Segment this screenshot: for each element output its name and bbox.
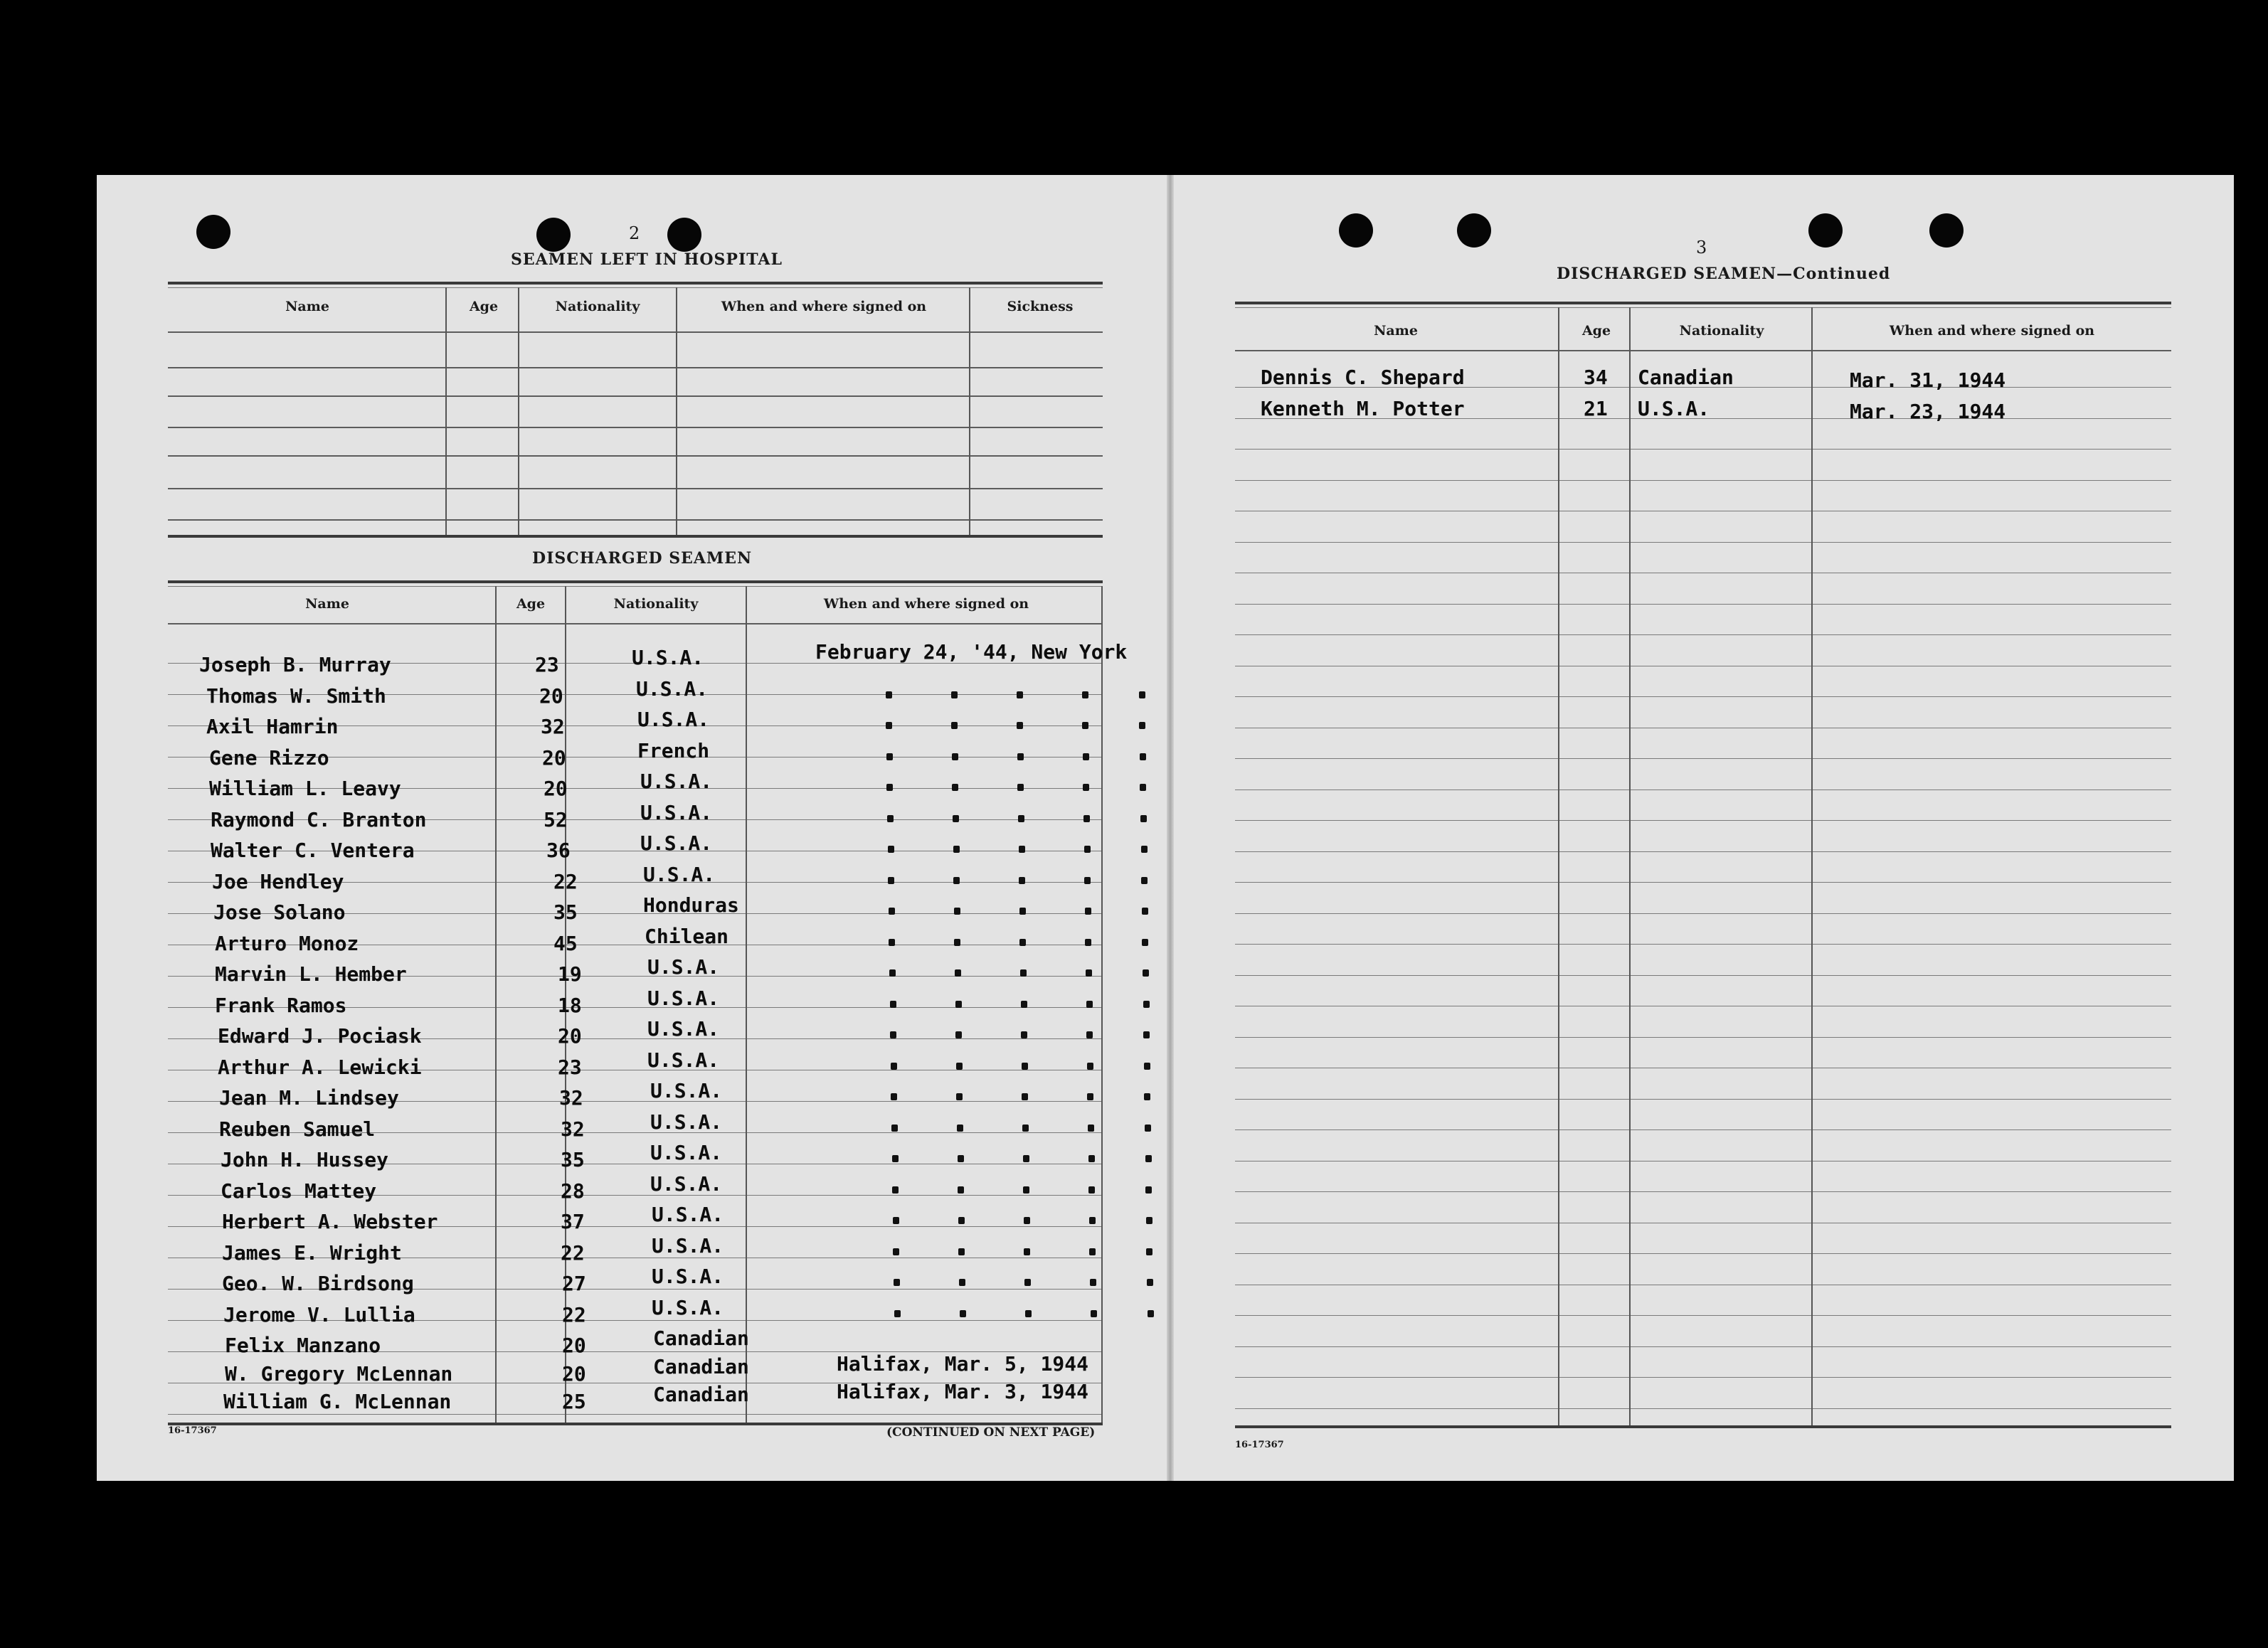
- right-row-line: [1235, 1099, 2171, 1100]
- ditto-mark: [1145, 1155, 1152, 1162]
- ditto-mark: [893, 1217, 899, 1224]
- punch-hole: [196, 215, 230, 249]
- discharged-nationality: U.S.A.: [647, 986, 720, 1010]
- ditto-mark: [1017, 691, 1023, 698]
- right-row-line: [1235, 882, 2171, 883]
- punch-hole: [1929, 213, 1964, 248]
- ditto-mark: [890, 1031, 896, 1038]
- discharged-age: 35: [561, 1148, 585, 1171]
- discharged-name: Joe Hendley: [212, 869, 344, 893]
- ditto-mark: [888, 877, 894, 884]
- right-row-line: [1235, 604, 2171, 605]
- right-age: 34: [1584, 366, 1608, 389]
- discharged-nationality: U.S.A.: [652, 1295, 724, 1319]
- right-row-line: [1235, 1191, 2171, 1192]
- discharged-nationality: U.S.A.: [650, 1079, 723, 1102]
- discharged-age: 20: [558, 1024, 582, 1048]
- right-row-line: [1235, 1315, 2171, 1316]
- discharged-name: Marvin L. Hember: [215, 962, 407, 986]
- ditto-mark: [1024, 1217, 1030, 1224]
- ditto-mark: [1024, 1279, 1031, 1286]
- hospital-bottom-rule: [168, 535, 1103, 538]
- ditto-mark: [1143, 1001, 1150, 1008]
- discharged-age: 45: [553, 931, 578, 955]
- ditto-mark: [1140, 815, 1147, 822]
- ditto-mark: [887, 815, 894, 822]
- ditto-mark: [886, 691, 892, 698]
- hospital-col-name: Name: [285, 299, 329, 314]
- ditto-mark: [1142, 939, 1148, 946]
- discharged-nationality: U.S.A.: [650, 1110, 723, 1134]
- discharged-age: 20: [542, 745, 566, 770]
- ditto-mark: [1145, 1125, 1151, 1132]
- ditto-mark: [951, 691, 958, 698]
- right-row-line: [1235, 542, 2171, 543]
- discharged-top-rule: [168, 580, 1103, 583]
- right-row-line: [1235, 634, 2171, 635]
- left-page-number: 2: [629, 223, 640, 243]
- discharged-name: Frank Ramos: [215, 993, 347, 1017]
- ditto-mark: [956, 1063, 963, 1070]
- ditto-mark: [1085, 908, 1091, 915]
- right-col-name: Name: [1374, 323, 1418, 339]
- ditto-mark: [1146, 1248, 1152, 1255]
- discharged-nationality: French: [637, 738, 710, 762]
- discharged-nationality: Honduras: [643, 893, 739, 917]
- ditto-mark: [893, 1248, 899, 1255]
- ditto-mark: [889, 908, 895, 915]
- discharged-signed-on: Halifax, Mar. 3, 1944: [837, 1380, 1089, 1403]
- discharged-nationality: Chilean: [645, 924, 729, 948]
- right-row-line: [1235, 758, 2171, 759]
- discharged-nationality: Canadian: [653, 1354, 749, 1378]
- discharged-age: 23: [558, 1055, 582, 1079]
- discharged-age: 35: [553, 900, 578, 924]
- right-col-signed-on: When and where signed on: [1889, 323, 2095, 339]
- right-section-title: DISCHARGED SEAMEN—Continued: [1557, 265, 1891, 283]
- hospital-top-rule: [168, 287, 1103, 288]
- ditto-mark: [1088, 1186, 1095, 1194]
- discharged-col-name: Name: [305, 596, 349, 612]
- discharged-section-title: DISCHARGED SEAMEN: [532, 549, 753, 568]
- ditto-mark: [958, 1186, 964, 1194]
- ditto-mark: [1023, 1155, 1029, 1162]
- punch-hole: [1457, 213, 1491, 248]
- discharged-nationality: Canadian: [653, 1383, 749, 1406]
- ditto-mark: [1085, 939, 1091, 946]
- discharged-nationality: U.S.A.: [640, 831, 713, 855]
- ditto-mark: [1141, 846, 1148, 853]
- hospital-row-line: [168, 519, 1103, 521]
- ditto-mark: [1090, 1279, 1096, 1286]
- discharged-age: 27: [562, 1272, 586, 1295]
- hospital-row-line: [168, 331, 1103, 333]
- right-row-line: [1235, 820, 2171, 821]
- discharged-nationality: U.S.A.: [637, 708, 710, 731]
- discharged-nationality: U.S.A.: [650, 1171, 723, 1196]
- discharged-name: Joseph B. Murray: [199, 653, 391, 676]
- discharged-name: Raymond C. Branton: [211, 807, 427, 831]
- punch-hole: [536, 218, 571, 252]
- ditto-mark: [1019, 846, 1025, 853]
- ditto-mark: [1017, 753, 1024, 760]
- ditto-mark: [1144, 1063, 1150, 1070]
- hospital-row-line: [168, 427, 1103, 428]
- ditto-mark: [1144, 1093, 1150, 1100]
- ditto-mark: [957, 1125, 963, 1132]
- discharged-name: Reuben Samuel: [219, 1117, 376, 1141]
- ditto-mark: [891, 1125, 898, 1132]
- hospital-row-line: [168, 367, 1103, 368]
- ditto-mark: [1084, 846, 1091, 853]
- ditto-mark: [1022, 1093, 1028, 1100]
- ditto-mark: [891, 1063, 897, 1070]
- ditto-mark: [1145, 1186, 1152, 1194]
- ditto-mark: [1088, 1125, 1094, 1132]
- ditto-mark: [954, 908, 960, 915]
- ditto-mark: [1083, 753, 1089, 760]
- ditto-mark: [955, 1031, 962, 1038]
- ditto-mark: [953, 877, 960, 884]
- ditto-mark: [1141, 877, 1148, 884]
- ditto-mark: [1086, 969, 1092, 977]
- discharged-signed-on: Halifax, Mar. 5, 1944: [837, 1351, 1089, 1376]
- discharged-age: 36: [546, 839, 571, 862]
- discharged-name: Axil Hamrin: [206, 715, 339, 738]
- discharged-name: Geo. W. Birdsong: [222, 1272, 414, 1295]
- ditto-mark: [1139, 691, 1145, 698]
- ditto-mark: [958, 1217, 965, 1224]
- discharged-age: 23: [535, 653, 559, 676]
- discharged-col-nationality: Nationality: [613, 596, 699, 612]
- right-row-line: [1235, 1253, 2171, 1254]
- ditto-mark: [1147, 1279, 1153, 1286]
- right-column-divider: [1558, 307, 1559, 1425]
- ditto-mark: [960, 1310, 966, 1317]
- discharged-name: Walter C. Ventera: [211, 839, 415, 862]
- ditto-mark: [1022, 1125, 1029, 1132]
- right-row-line: [1235, 975, 2171, 976]
- right-top-rule: [1235, 302, 2171, 304]
- discharged-name: Edward J. Pociask: [218, 1024, 422, 1048]
- right-column-divider: [1811, 307, 1813, 1425]
- right-name: Kenneth M. Potter: [1261, 397, 1465, 420]
- ditto-mark: [1087, 1093, 1093, 1100]
- right-row-line: [1235, 1129, 2171, 1130]
- discharged-age: 37: [561, 1210, 585, 1233]
- ditto-mark: [886, 753, 893, 760]
- discharged-age: 18: [558, 993, 582, 1017]
- ditto-mark: [892, 1155, 899, 1162]
- ditto-mark: [1146, 1217, 1152, 1224]
- right-age: 21: [1584, 397, 1608, 420]
- ditto-mark: [1082, 722, 1088, 729]
- discharged-nationality: U.S.A.: [640, 800, 713, 824]
- discharged-name: Gene Rizzo: [209, 745, 329, 770]
- ditto-mark: [1021, 1031, 1027, 1038]
- ditto-mark: [958, 1248, 965, 1255]
- right-row-line: [1235, 480, 2171, 481]
- discharged-age: 28: [561, 1179, 585, 1203]
- discharged-name: Herbert A. Webster: [222, 1210, 438, 1233]
- hospital-row-line: [168, 488, 1103, 489]
- discharged-age: 22: [561, 1240, 585, 1265]
- right-signed-on: Mar. 23, 1944: [1850, 400, 2006, 423]
- ditto-mark: [955, 969, 961, 977]
- hospital-column-divider: [969, 287, 970, 535]
- punch-hole: [667, 218, 701, 252]
- discharged-nationality: U.S.A.: [647, 1017, 720, 1041]
- discharged-column-divider: [1101, 586, 1103, 1423]
- right-column-divider: [1629, 307, 1631, 1425]
- ditto-mark: [892, 1186, 899, 1194]
- discharged-nationality: U.S.A.: [652, 1233, 724, 1258]
- ditto-mark: [1089, 1217, 1096, 1224]
- hospital-column-divider: [676, 287, 677, 535]
- ditto-mark: [1091, 1310, 1097, 1317]
- ditto-mark: [952, 753, 958, 760]
- ditto-mark: [1025, 1310, 1032, 1317]
- discharged-col-signed-on: When and where signed on: [823, 596, 1029, 612]
- hospital-col-nationality: Nationality: [555, 299, 640, 314]
- ditto-mark: [1018, 815, 1024, 822]
- ditto-mark: [1020, 969, 1027, 977]
- ditto-mark: [953, 846, 960, 853]
- right-top-rule: [1235, 307, 2171, 308]
- right-row-line: [1235, 449, 2171, 450]
- ditto-mark: [889, 939, 895, 946]
- discharged-bottom-rule: [168, 1423, 1103, 1425]
- discharged-age: 32: [561, 1117, 585, 1141]
- ditto-mark: [889, 969, 896, 977]
- hospital-col-age: Age: [469, 299, 499, 314]
- ditto-mark: [1088, 1155, 1095, 1162]
- discharged-name: Arthur A. Lewicki: [218, 1055, 422, 1079]
- ditto-mark: [886, 722, 892, 729]
- ditto-mark: [1086, 1031, 1093, 1038]
- ditto-mark: [1139, 722, 1145, 729]
- ditto-mark: [1019, 877, 1025, 884]
- right-col-age: Age: [1581, 323, 1611, 339]
- right-form-number: 16-17367: [1235, 1440, 1284, 1450]
- ditto-mark: [1019, 908, 1026, 915]
- ditto-mark: [1143, 969, 1149, 977]
- right-row-line: [1235, 851, 2171, 852]
- discharged-nationality: U.S.A.: [647, 955, 720, 979]
- discharged-column-divider: [495, 586, 497, 1423]
- hospital-row-line: [168, 395, 1103, 397]
- discharged-name: Jose Solano: [213, 900, 346, 924]
- discharged-age: 25: [562, 1390, 586, 1413]
- discharged-name: William G. McLennan: [223, 1390, 452, 1413]
- hospital-column-divider: [518, 287, 519, 535]
- ditto-mark: [1017, 784, 1024, 791]
- discharged-age: 20: [544, 777, 568, 800]
- right-nationality: Canadian: [1638, 366, 1734, 389]
- hospital-top-rule: [168, 282, 1103, 285]
- discharged-col-age: Age: [516, 596, 546, 612]
- ditto-mark: [886, 784, 893, 791]
- discharged-age: 52: [544, 807, 568, 831]
- right-row-line: [1235, 944, 2171, 945]
- ditto-mark: [894, 1310, 901, 1317]
- discharged-age: 32: [559, 1086, 583, 1110]
- discharged-nationality: U.S.A.: [650, 1141, 723, 1164]
- discharged-column-divider: [746, 586, 747, 1423]
- continued-note: (CONTINUED ON NEXT PAGE): [886, 1425, 1096, 1440]
- discharged-age: 32: [541, 715, 565, 738]
- right-row-line: [1235, 913, 2171, 914]
- discharged-nationality: U.S.A.: [632, 646, 704, 669]
- ditto-mark: [1086, 1001, 1093, 1008]
- hospital-col-sickness: Sickness: [1007, 299, 1074, 314]
- discharged-name: Thomas W. Smith: [206, 684, 386, 708]
- right-signed-on: Mar. 31, 1944: [1850, 368, 2006, 392]
- ditto-mark: [1082, 691, 1088, 698]
- discharged-age: 22: [562, 1302, 586, 1327]
- hospital-row-line: [168, 455, 1103, 457]
- ditto-mark: [1143, 1031, 1150, 1038]
- ditto-mark: [954, 939, 960, 946]
- discharged-nationality: U.S.A.: [647, 1048, 720, 1072]
- ditto-mark: [1142, 908, 1148, 915]
- ditto-mark: [894, 1279, 900, 1286]
- ditto-mark: [1089, 1248, 1096, 1255]
- ditto-mark: [953, 815, 959, 822]
- discharged-nationality: U.S.A.: [636, 676, 709, 701]
- right-row-line: [1235, 1037, 2171, 1038]
- hospital-col-signed-on: When and where signed on: [721, 299, 927, 314]
- ditto-mark: [951, 722, 958, 729]
- punch-hole: [1339, 213, 1373, 248]
- ditto-mark: [955, 1001, 962, 1008]
- ditto-mark: [1019, 939, 1026, 946]
- ditto-mark: [1023, 1186, 1029, 1194]
- ditto-mark: [1083, 815, 1090, 822]
- discharged-age: 22: [553, 869, 578, 893]
- ditto-mark: [1024, 1248, 1030, 1255]
- right-row-line: [1235, 696, 2171, 697]
- page-fold: [1167, 175, 1174, 1481]
- ditto-mark: [1022, 1063, 1028, 1070]
- discharged-header-rule: [168, 623, 1103, 624]
- discharged-age: 20: [562, 1334, 586, 1357]
- ditto-mark: [891, 1093, 897, 1100]
- discharged-name: Felix Manzano: [225, 1334, 381, 1357]
- discharged-name: Carlos Mattey: [221, 1179, 377, 1203]
- ditto-mark: [958, 1155, 964, 1162]
- discharged-row-line: [168, 1414, 1103, 1415]
- discharged-signed-on: February 24, '44, New York: [815, 640, 1128, 664]
- ditto-mark: [1083, 784, 1089, 791]
- discharged-nationality: U.S.A.: [643, 862, 716, 886]
- discharged-name: William L. Leavy: [209, 777, 401, 800]
- discharged-name: Arturo Monoz: [215, 931, 359, 955]
- discharged-age: 20: [562, 1361, 586, 1386]
- left-form-number: 16-17367: [168, 1425, 217, 1436]
- hospital-section-title: SEAMEN LEFT IN HOSPITAL: [511, 250, 783, 269]
- discharged-name: Jean M. Lindsey: [219, 1086, 399, 1110]
- discharged-top-rule: [168, 586, 1103, 587]
- discharged-nationality: U.S.A.: [652, 1265, 724, 1288]
- hospital-column-divider: [445, 287, 447, 535]
- right-row-line: [1235, 1346, 2171, 1347]
- ditto-mark: [1140, 784, 1146, 791]
- right-page-number: 3: [1696, 238, 1707, 257]
- discharged-nationality: U.S.A.: [652, 1203, 724, 1226]
- discharged-name: Jerome V. Lullia: [223, 1302, 415, 1327]
- ditto-mark: [1148, 1310, 1154, 1317]
- discharged-nationality: Canadian: [653, 1327, 749, 1350]
- ditto-mark: [952, 784, 958, 791]
- discharged-name: W. Gregory McLennan: [225, 1361, 453, 1386]
- right-nationality: U.S.A.: [1638, 397, 1710, 420]
- right-row-line: [1235, 1377, 2171, 1378]
- right-bottom-rule: [1235, 1425, 2171, 1428]
- discharged-age: 19: [558, 962, 582, 986]
- ditto-mark: [1017, 722, 1023, 729]
- ditto-mark: [890, 1001, 896, 1008]
- right-name: Dennis C. Shepard: [1261, 366, 1465, 389]
- discharged-name: John H. Hussey: [221, 1148, 389, 1171]
- ditto-mark: [956, 1093, 963, 1100]
- discharged-nationality: U.S.A.: [640, 770, 713, 793]
- ditto-mark: [1140, 753, 1146, 760]
- right-header-rule: [1235, 350, 2171, 351]
- right-col-nationality: Nationality: [1679, 323, 1764, 339]
- right-row-line: [1235, 1408, 2171, 1409]
- ditto-mark: [959, 1279, 965, 1286]
- ditto-mark: [1021, 1001, 1027, 1008]
- punch-hole: [1808, 213, 1843, 248]
- discharged-age: 20: [539, 684, 563, 708]
- ditto-mark: [1087, 1063, 1093, 1070]
- discharged-name: James E. Wright: [222, 1240, 402, 1265]
- ditto-mark: [888, 846, 894, 853]
- ditto-mark: [1084, 877, 1091, 884]
